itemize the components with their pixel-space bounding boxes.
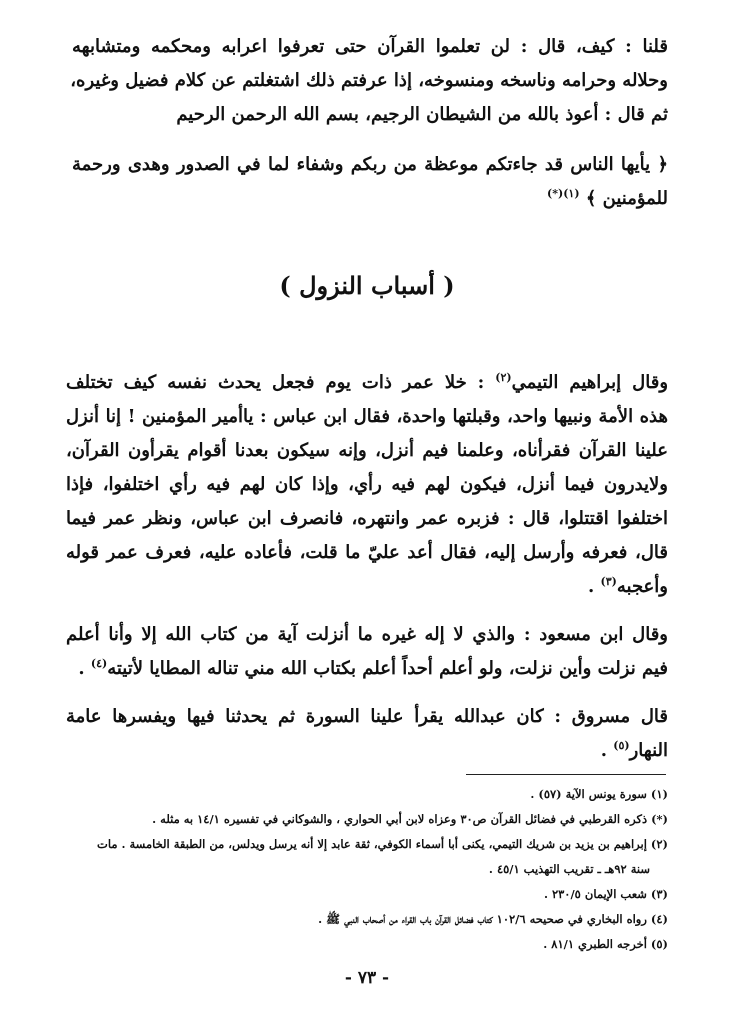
paragraph-ibn-masud bbox=[66, 618, 668, 686]
page-number: - ٧٣ - bbox=[344, 968, 390, 988]
footnote-2: (٢) إبراهيم بن يزيد بن شريك التيمي، يكنى أبا أسماء الكوفي، ثقة عابد إلا أنه يرسل ويدلس، من الطبقة الخامسة . مات bbox=[97, 837, 668, 851]
para2-line-2-pre: فيم نزلت وأين نزلت، ولو أعلم أحداً أعلم بكتاب الله مني تناله المطايا لأتيته bbox=[107, 658, 668, 679]
para2-line-2-post: . bbox=[78, 658, 91, 679]
footnotes bbox=[64, 782, 668, 957]
verse-line-2 bbox=[72, 182, 668, 216]
footnote-4: (٤) رواه البخاري في صحيحه ١٠٢/٦ كتاب فضائل القرآن باب القراء من أصحاب النبي ﷺ . bbox=[318, 912, 668, 926]
para3-line-2-post: . bbox=[600, 740, 614, 761]
para1-line-1-post: : خلا عمر ذات يوم فجعل يحدث نفسه كيف تختلف bbox=[66, 372, 496, 393]
footnote-1: (١) سورة يونس الآية (٥٧) . bbox=[530, 787, 668, 801]
para1-line-4: ولايدرون فيما أنزل، فيكون لهم فيه رأي، وإذا كان لهم فيه رأي اختلفوا، فإذا bbox=[66, 474, 668, 495]
para1-line-1-pre: وقال إبراهيم التيمي bbox=[511, 372, 669, 393]
para2-line-2 bbox=[66, 652, 668, 686]
verse-line-1: ﴿ يأيها الناس قد جاءتكم موعظة من ربكم وشفاء لما في الصدور وهدى ورحمة bbox=[72, 154, 668, 175]
quran-verse bbox=[72, 148, 668, 216]
para1-line-1 bbox=[66, 366, 668, 400]
footnote-star: (*) ذكره القرطبي في فضائل القرآن ص٣٠ وعزاه لابن أبي الحواري ، والشوكاني في تفسيره ١٤/١ به مثله . bbox=[152, 812, 668, 826]
para1-line-2: هذه الأمة ونبيها واحد، وقبلتها واحدة، فقال ابن عباس : ياأمير المؤمنين ! إنا أنزل bbox=[66, 406, 668, 427]
footnote-ref-3: (٣) bbox=[600, 575, 617, 588]
opening-line-3: ثم قال : أعوذ بالله من الشيطان الرجيم، بسم الله الرحمن الرحيم bbox=[176, 104, 668, 125]
opening-line-1: قلنا : كيف، قال : لن تعلموا القرآن حتى تعرفوا اعرابه ومحكمه ومتشابهه bbox=[72, 36, 668, 57]
paragraph-ibrahim-taymi bbox=[66, 366, 668, 604]
footnote-ref-2: (٢) bbox=[495, 371, 512, 384]
para1-line-5: اختلفوا اقتتلوا، قال : فزبره عمر وانتهره، فانصرف ابن عباس، ونظر عمر فيما bbox=[66, 508, 668, 529]
footnote-ref-4: (٤) bbox=[90, 657, 108, 670]
verse-line-2-text: للمؤمنين ﴾ bbox=[585, 188, 668, 209]
footnote-3: (٣) شعب الإيمان ٢٣٠/٥ . bbox=[543, 887, 668, 901]
section-title: ( أسباب النزول ) bbox=[279, 271, 455, 300]
para3-line-1: قال مسروق : كان عبدالله يقرأ علينا السورة ثم يحدثنا فيها ويفسرها عامة bbox=[66, 706, 668, 727]
para1-last-pre: وأعجبه bbox=[616, 576, 668, 597]
para3-line-2 bbox=[66, 734, 668, 768]
para2-line-1: وقال ابن مسعود : والذي لا إله غيره ما أنزلت آية من كتاب الله إلا وأنا أعلم bbox=[66, 624, 668, 645]
paragraph-masruq bbox=[66, 700, 668, 768]
para1-line-3: علينا القرآن فقرأناه، وعلمنا فيم أنزل، وإنه سيكون بعدنا أقوام يقرأون القرآن، bbox=[66, 440, 668, 461]
footnote-2-continued: سنة ٩٢هـ ـ تقريب التهذيب ٤٥/١ . bbox=[488, 862, 650, 876]
footnote-separator bbox=[466, 774, 666, 775]
para1-line-7 bbox=[66, 570, 668, 604]
opening-paragraph bbox=[72, 30, 668, 132]
footnote-ref-1: (١)(*) bbox=[547, 187, 580, 200]
para3-line-2-pre: النهار bbox=[629, 740, 668, 761]
para1-line-6: قال، فعرفه وأرسل إليه، فقال أعد عليّ ما قلت، فأعاده عليه، فعرف عمر قوله bbox=[66, 542, 668, 563]
opening-line-2: وحلاله وحرامه وناسخه ومنسوخه، إذا عرفتم ذلك اشتغلتم عن كلام فضيل وغيره، bbox=[70, 70, 668, 91]
para1-last-post: . bbox=[587, 576, 601, 597]
footnote-ref-5: (٥) bbox=[613, 739, 630, 752]
footnote-5: (٥) أخرجه الطبري ٨١/١ . bbox=[543, 937, 668, 951]
